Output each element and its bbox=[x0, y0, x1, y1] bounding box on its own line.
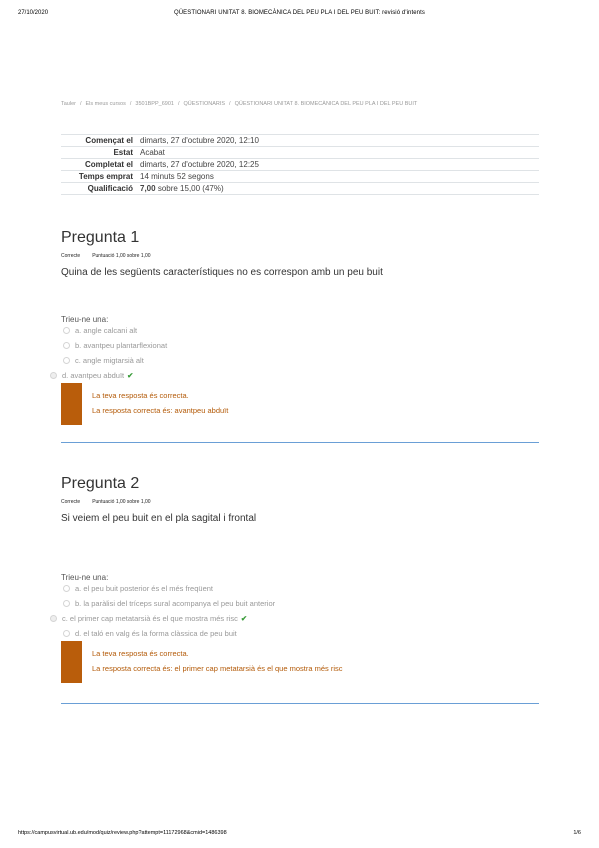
answer-option-c bbox=[61, 614, 539, 629]
summary-row-completed bbox=[61, 159, 539, 171]
summary-label: Completat el bbox=[61, 159, 140, 171]
breadcrumb-separator: / bbox=[229, 101, 231, 107]
summary-label: Estat bbox=[61, 147, 140, 159]
question-divider bbox=[61, 442, 539, 443]
answer-text: d. avantpeu abduït bbox=[62, 371, 125, 380]
question-grade: Puntuació 1,00 sobre 1,00 bbox=[92, 253, 151, 259]
question-status: Correcte bbox=[61, 253, 81, 259]
summary-label: Qualificació bbox=[61, 183, 140, 195]
summary-value: dimarts, 27 d'octubre 2020, 12:25 bbox=[140, 159, 539, 171]
radio-icon bbox=[63, 600, 70, 607]
summary-value bbox=[140, 183, 539, 195]
answer-label: a. angle calcani alt bbox=[75, 326, 138, 335]
summary-row-grade bbox=[61, 183, 539, 195]
feedback-box bbox=[61, 641, 539, 683]
feedback-right-answer: La resposta correcta és: el primer cap metatarsià és el que mostra més risc bbox=[92, 664, 343, 673]
answer-label: b. la paràlisi del tríceps sural acompanya el peu buit anterior bbox=[75, 599, 276, 608]
question-2 bbox=[61, 475, 539, 683]
radio-icon bbox=[50, 615, 57, 622]
summary-row-time bbox=[61, 171, 539, 183]
breadcrumb-item-tauler[interactable]: Tauler bbox=[61, 101, 76, 107]
radio-icon bbox=[63, 342, 70, 349]
question-title: Pregunta 2 bbox=[61, 475, 140, 492]
breadcrumb-separator: / bbox=[177, 101, 180, 107]
radio-icon bbox=[50, 372, 57, 379]
breadcrumb-separator: / bbox=[79, 101, 82, 107]
radio-icon bbox=[63, 585, 70, 592]
question-info bbox=[61, 499, 539, 505]
attempt-summary-table bbox=[61, 134, 539, 195]
answer-list bbox=[61, 326, 539, 386]
answer-option-c bbox=[61, 356, 539, 371]
radio-icon bbox=[63, 327, 70, 334]
question-title: Pregunta 1 bbox=[61, 229, 140, 246]
summary-value: Acabat bbox=[140, 147, 539, 159]
answer-option-a bbox=[61, 326, 539, 341]
answer-label: a. el peu buit posterior és el més freqüent bbox=[75, 584, 213, 593]
summary-value: dimarts, 27 d'octubre 2020, 12:10 bbox=[140, 135, 539, 147]
summary-label: Començat el bbox=[61, 135, 140, 147]
grade-rest: sobre 15,00 (47%) bbox=[157, 184, 224, 193]
feedback-bar bbox=[61, 383, 82, 425]
breadcrumb-item-quiz[interactable]: QÜESTIONARI UNITAT 8. BIOMECÀNICA DEL PEU PLA I DEL PEU BUIT bbox=[234, 101, 418, 107]
print-page-number: 1/6 bbox=[573, 830, 581, 836]
feedback-correct: La teva resposta és correcta. bbox=[92, 649, 189, 658]
question-text: Si veiem el peu buit en el pla sagital i frontal bbox=[61, 513, 257, 524]
summary-value: 14 minuts 52 segons bbox=[140, 171, 539, 183]
grade-score: 7,00 bbox=[140, 184, 156, 193]
answer-text: c. el primer cap metatarsià és el que mostra més risc bbox=[62, 614, 238, 623]
answer-option-b bbox=[61, 341, 539, 356]
summary-row-started bbox=[61, 135, 539, 147]
breadcrumb-item-course[interactable]: 3501BPP_6901 bbox=[135, 101, 174, 107]
print-date: 27/10/2020 bbox=[18, 10, 49, 16]
answer-list bbox=[61, 584, 539, 644]
feedback-text bbox=[92, 646, 343, 676]
answer-label: c. angle migtarsià alt bbox=[75, 356, 144, 365]
breadcrumb bbox=[61, 101, 417, 107]
question-text: Quina de les següents característiques no es correspon amb un peu buit bbox=[61, 267, 383, 278]
answer-label bbox=[62, 371, 133, 380]
print-title: QÜESTIONARI UNITAT 8. BIOMECÀNICA DEL PEU PLA I DEL PEU BUIT: revisió d'intents bbox=[173, 10, 425, 16]
radio-icon bbox=[63, 357, 70, 364]
answer-option-a bbox=[61, 584, 539, 599]
question-1 bbox=[61, 229, 539, 425]
answer-option-b bbox=[61, 599, 539, 614]
breadcrumb-item-courses[interactable]: Els meus cursos bbox=[85, 101, 126, 107]
question-grade: Puntuació 1,00 sobre 1,00 bbox=[92, 499, 151, 505]
radio-icon bbox=[63, 630, 70, 637]
breadcrumb-separator: / bbox=[129, 101, 132, 107]
feedback-bar bbox=[61, 641, 82, 683]
answer-label: b. avantpeu plantarflexionat bbox=[75, 341, 168, 350]
answer-prompt: Trieu-ne una: bbox=[61, 315, 109, 324]
question-info bbox=[61, 253, 539, 259]
question-status: Correcte bbox=[61, 499, 81, 505]
summary-label: Temps emprat bbox=[61, 171, 140, 183]
answer-prompt: Trieu-ne una: bbox=[61, 573, 109, 582]
check-icon: ✔ bbox=[240, 614, 248, 623]
print-url: https://campusvirtual.ub.edu/mod/quiz/review.php?attempt=11172968&cmid=1486398 bbox=[18, 830, 227, 836]
feedback-correct: La teva resposta és correcta. bbox=[92, 391, 189, 400]
answer-label: d. el taló en valg és la forma clàssica de peu buit bbox=[75, 629, 237, 638]
feedback-box bbox=[61, 383, 539, 425]
feedback-text bbox=[92, 388, 228, 418]
summary-row-state bbox=[61, 147, 539, 159]
breadcrumb-item-section[interactable]: QÜESTIONARIS bbox=[183, 101, 226, 107]
feedback-right-answer: La resposta correcta és: avantpeu abduït bbox=[92, 406, 229, 415]
check-icon: ✔ bbox=[127, 371, 134, 380]
answer-label bbox=[62, 614, 247, 623]
question-divider bbox=[61, 703, 539, 704]
